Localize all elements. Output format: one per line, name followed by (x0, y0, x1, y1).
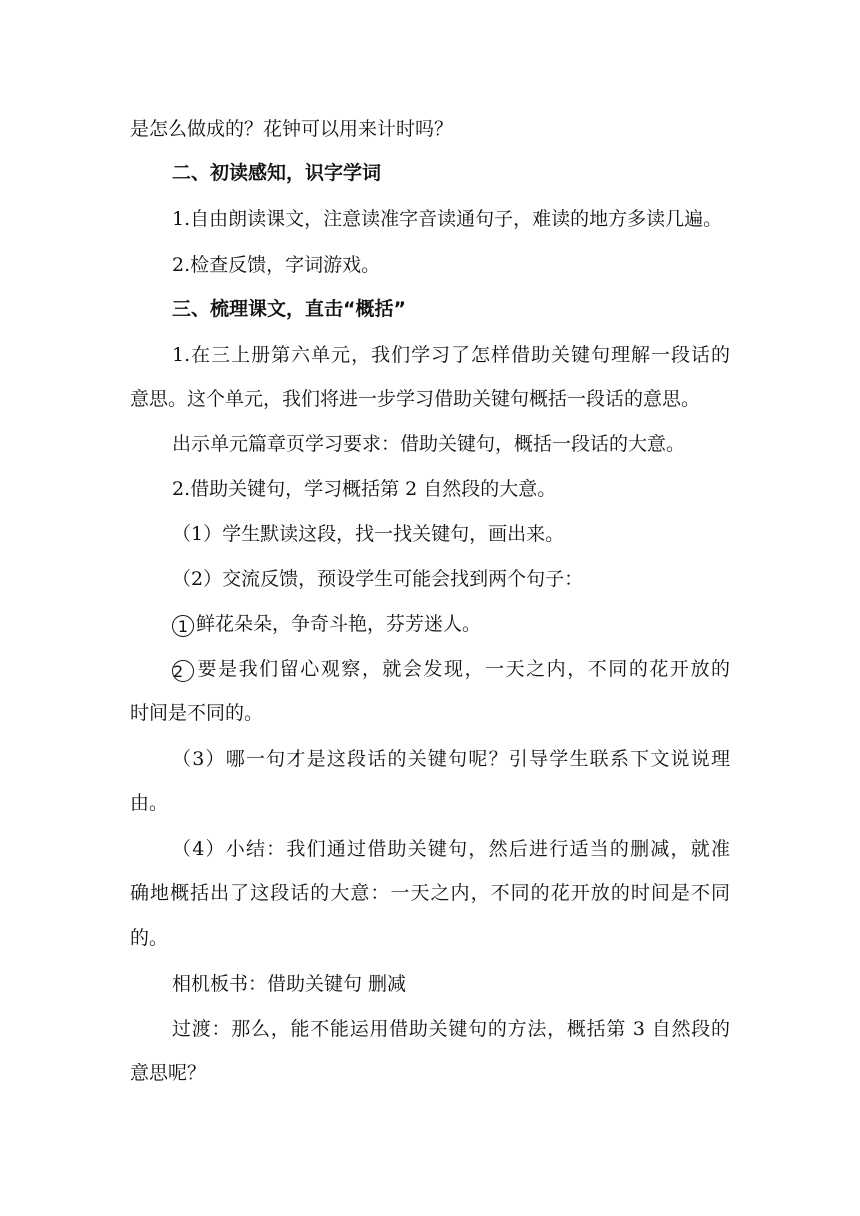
section-heading-3: 三、梳理课文，直击“概括” (172, 298, 406, 320)
text-line-20: 相机板书：借助关键句 删减 (172, 973, 407, 995)
text-line-4: 2.检查反馈，字词游戏。 (172, 254, 381, 276)
text-line-7: 意思。这个单元，我们将进一步学习借助关键句概括一段话的意思。 (130, 388, 701, 410)
text-line-9: 2.借助关键句，学习概括第 2 自然段的大意。 (172, 478, 557, 500)
text-line-15: （3）哪一句才是这段话的关键句呢？引导学生联系下文说说理 (172, 748, 730, 770)
text-line-21: 过渡：那么，能不能运用借助关键句的方法，概括第 3 自然段的 (172, 1018, 730, 1040)
text-line-19: 的。 (130, 927, 169, 949)
sentence-1-text: 鲜花朵朵，争奇斗艳，芬芳迷人。 (196, 613, 482, 635)
sentence-2 (172, 657, 730, 682)
text-line-3: 1.自由朗读课文，注意读准字音读通句子，难读的地方多读几遍。 (172, 208, 723, 230)
text-line-22: 意思呢？ (130, 1062, 207, 1084)
section-heading-2: 二、初读感知，识字学词 (172, 162, 382, 184)
sentence-1 (172, 612, 730, 637)
sentence-2-text: 要是我们留心观察，就会发现，一天之内，不同的花开放的 (196, 658, 730, 680)
text-line-10: （1）学生默读这段，找一找关键句，画出来。 (172, 523, 565, 545)
circled-number-1: 1 (172, 615, 194, 637)
circled-number-2: 2 (172, 660, 194, 682)
text-line-17: （4）小结：我们通过借助关键句，然后进行适当的删减，就准 (172, 838, 730, 860)
text-line-18: 确地概括出了这段话的大意：一天之内，不同的花开放的时间是不同 (130, 882, 730, 904)
text-line-6: 1.在三上册第六单元，我们学习了怎样借助关键句理解一段话的 (172, 344, 730, 366)
text-line-1: 是怎么做成的？花钟可以用来计时吗？ (130, 118, 454, 140)
text-line-16: 由。 (130, 792, 169, 814)
text-line-8: 出示单元篇章页学习要求：借助关键句，概括一段话的大意。 (172, 433, 686, 455)
text-line-14: 时间是不同的。 (130, 702, 264, 724)
text-line-11: （2）交流反馈，预设学生可能会找到两个句子： (172, 568, 584, 590)
